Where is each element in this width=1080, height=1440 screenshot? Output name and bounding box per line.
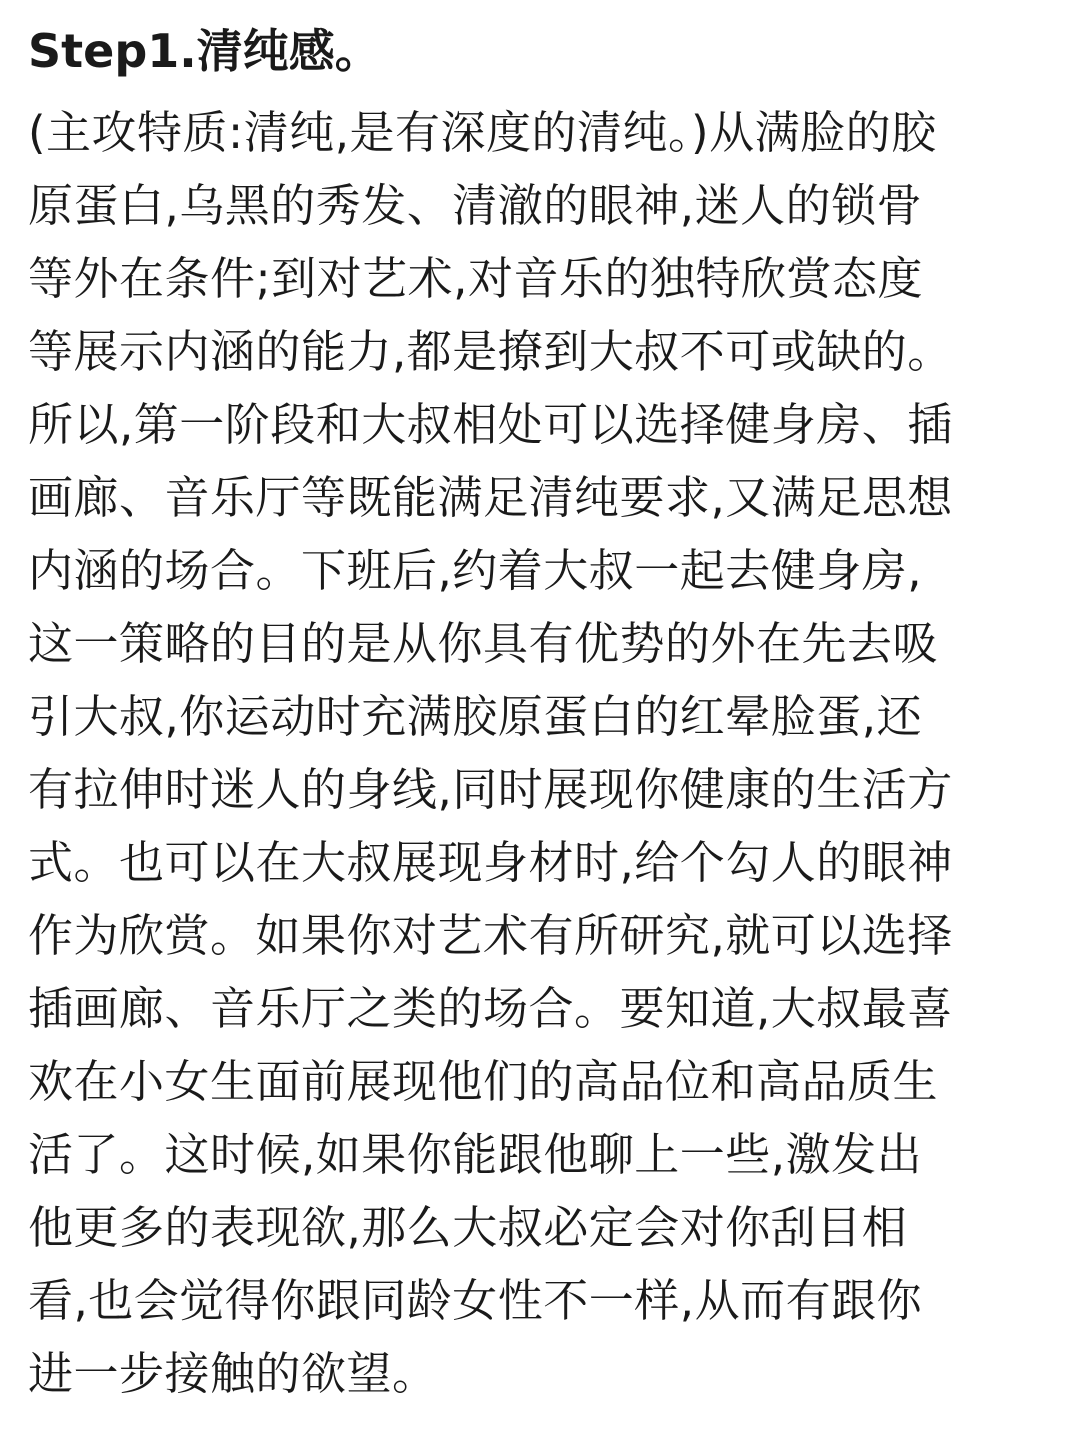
text-line: 他更多的表现欲,那么大叔必定会对你刮目相 bbox=[28, 1201, 908, 1254]
text-line: 作为欣赏。如果你对艺术有所研究,就可以选择 bbox=[28, 909, 953, 962]
text-line: 画廊、音乐厅等既能满足清纯要求,又满足思想 bbox=[28, 471, 953, 524]
text-line: 看,也会觉得你跟同龄女性不一样,从而有跟你 bbox=[28, 1274, 923, 1327]
text-line: 插画廊、音乐厅之类的场合。要知道,大叔最喜 bbox=[28, 982, 953, 1035]
text-line: 原蛋白,乌黑的秀发、清澈的眼神,迷人的锁骨 bbox=[28, 179, 923, 232]
text-line: 所以,第一阶段和大叔相处可以选择健身房、插 bbox=[28, 398, 953, 451]
text-line: 引大叔,你运动时充满胶原蛋白的红晕脸蛋,还 bbox=[28, 690, 923, 743]
text-line: 进一步接触的欲望。 bbox=[28, 1347, 438, 1400]
text-line: 内涵的场合。下班后,约着大叔一起去健身房, bbox=[28, 544, 923, 597]
text-line: 这一策略的目的是从你具有优势的外在先去吸 bbox=[28, 617, 939, 670]
text-line: (主攻特质:清纯,是有深度的清纯。)从满脸的胶 bbox=[28, 106, 937, 159]
text-line: 式。也可以在大叔展现身材时,给个勾人的眼神 bbox=[28, 836, 953, 889]
text-line: 等展示内涵的能力,都是撩到大叔不可或缺的。 bbox=[28, 325, 953, 378]
step-title: Step1.清纯感。 bbox=[28, 24, 381, 78]
body-text bbox=[28, 96, 1068, 1410]
text-line: 等外在条件;到对艺术,对音乐的独特欣赏态度 bbox=[28, 252, 923, 305]
text-line: 活了。这时候,如果你能跟他聊上一些,激发出 bbox=[28, 1128, 923, 1181]
text-line: 有拉伸时迷人的身线,同时展现你健康的生活方 bbox=[28, 763, 953, 816]
text-line: 欢在小女生面前展现他们的高品位和高品质生 bbox=[28, 1055, 939, 1108]
